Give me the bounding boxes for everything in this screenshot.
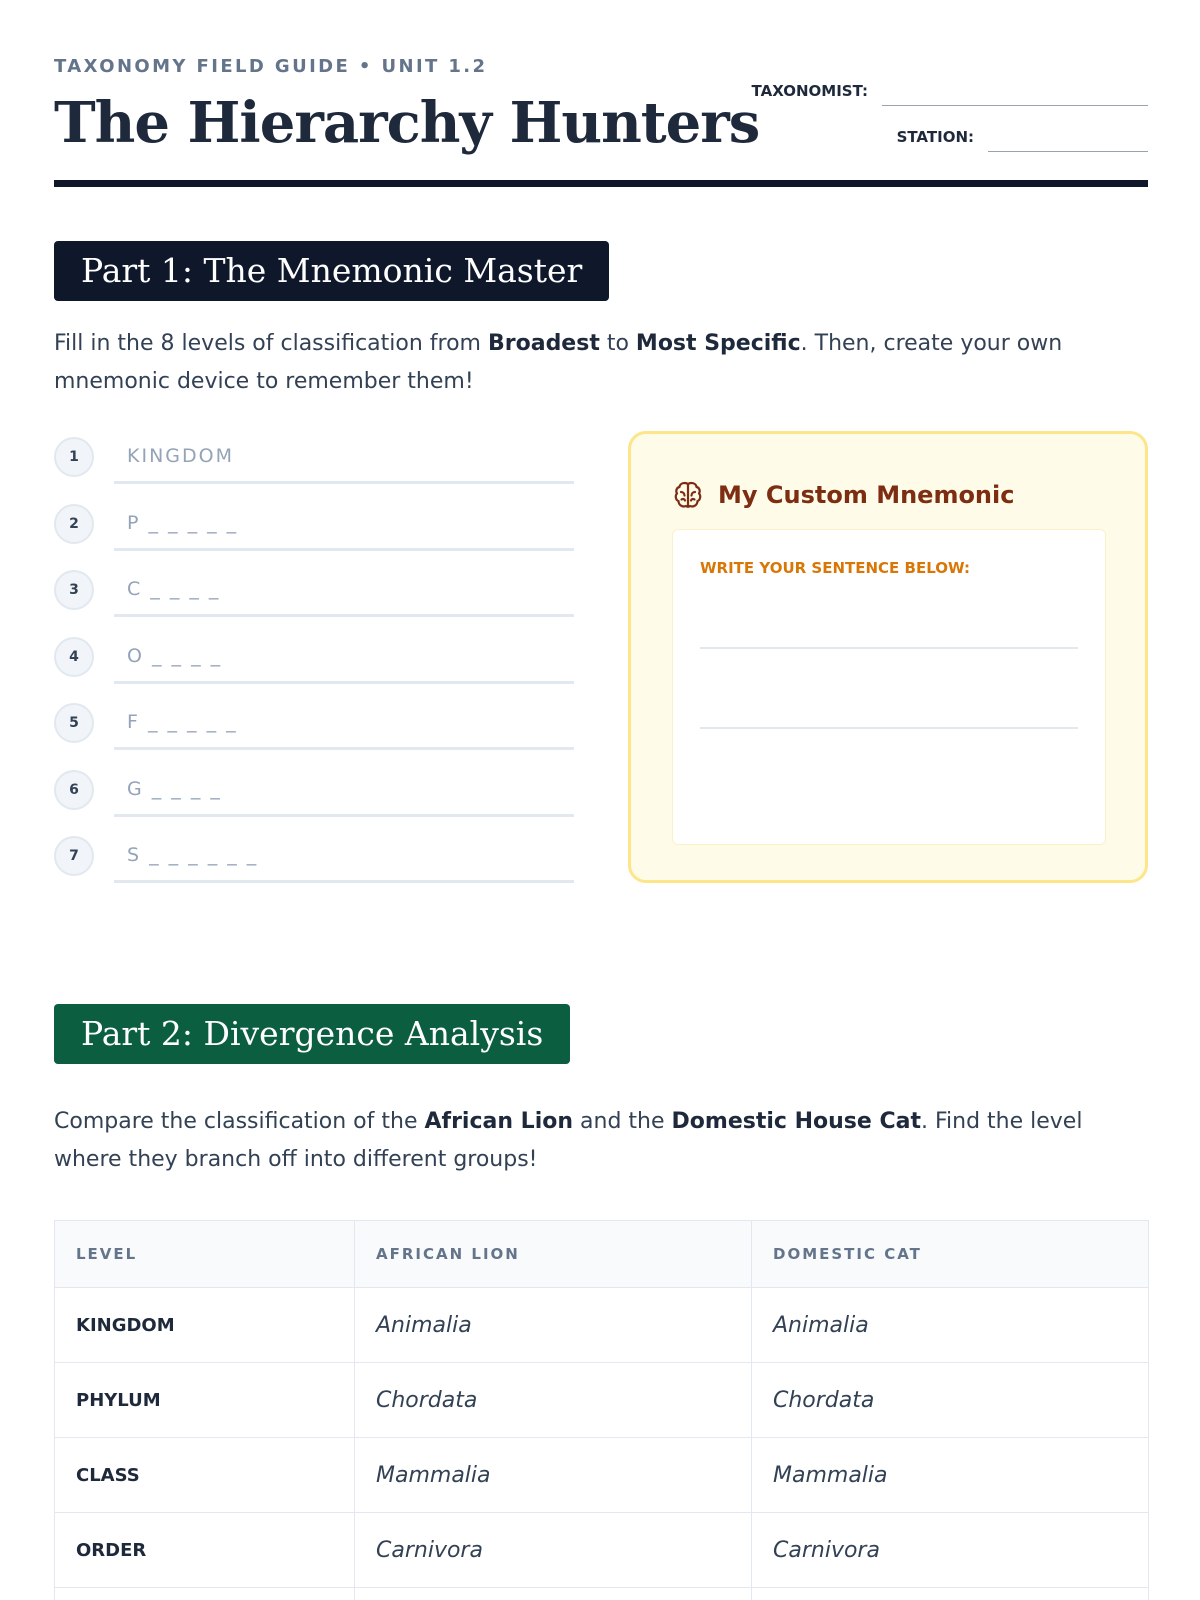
part1-instructions: [54, 325, 1148, 401]
level-item: [54, 637, 574, 704]
taxonomist-label: TAXONOMIST:: [751, 82, 868, 100]
worksheet-header: [54, 54, 1148, 187]
level-number-badge: 5: [54, 703, 94, 743]
level-item: [54, 437, 574, 504]
part2-intro-mid: and the: [573, 1109, 672, 1134]
mnemonic-card-header: [672, 479, 1014, 511]
unit-eyebrow: TAXONOMY FIELD GUIDE • UNIT 1.2: [54, 56, 488, 77]
page-title: The Hierarchy Hunters: [54, 90, 760, 156]
lion-cell: [355, 1588, 752, 1600]
table-row: [55, 1363, 1149, 1438]
level-hint: F _ _ _ _ _: [127, 711, 238, 733]
writing-line[interactable]: [700, 727, 1078, 729]
table-row: [55, 1513, 1149, 1588]
level-hint: G _ _ _ _: [127, 777, 222, 800]
table-row: [55, 1288, 1149, 1363]
level-number-badge: 3: [54, 570, 94, 610]
part2-intro-post: . Find the level where they branch off into different groups!: [54, 1109, 1083, 1172]
column-header-african-lion: AFRICAN LION: [355, 1221, 752, 1288]
level-answer-line[interactable]: [114, 681, 574, 684]
level-cell: ORDER: [55, 1513, 355, 1588]
part1-intro-pre: Fill in the 8 levels of classification from: [54, 331, 488, 356]
part2-intro-lion: African Lion: [424, 1109, 574, 1134]
station-label: STATION:: [896, 128, 974, 146]
level-cell: CLASS: [55, 1438, 355, 1513]
brain-icon: [672, 479, 704, 511]
taxonomist-row: [752, 80, 1148, 106]
column-header-domestic-cat: DOMESTIC CAT: [752, 1221, 1149, 1288]
table-header-row: [55, 1221, 1149, 1288]
part2-intro-cat: Domestic House Cat: [671, 1109, 921, 1134]
level-item: [54, 703, 574, 770]
part2-intro-pre: Compare the classification of the: [54, 1109, 425, 1134]
level-answer-line[interactable]: [114, 548, 574, 551]
level-number-badge: 1: [54, 437, 94, 477]
level-cell: PHYLUM: [55, 1363, 355, 1438]
lion-cell: Carnivora: [355, 1513, 752, 1588]
table-row: [55, 1438, 1149, 1513]
part1-intro-specific: Most Specific: [635, 331, 801, 356]
cat-cell: Mammalia: [752, 1438, 1149, 1513]
level-hint: P _ _ _ _ _: [127, 511, 239, 534]
part1-heading: Part 1: The Mnemonic Master: [54, 241, 609, 301]
level-answer-line[interactable]: [114, 880, 574, 883]
part1-intro-post: . Then, create your own mnemonic device to remember them!: [54, 331, 1063, 394]
level-item: [54, 504, 574, 571]
cat-cell: Chordata: [752, 1363, 1149, 1438]
lion-cell: Animalia: [355, 1288, 752, 1363]
level-number-badge: 7: [54, 836, 94, 876]
writing-line[interactable]: [700, 647, 1078, 649]
level-hint: S _ _ _ _ _ _: [127, 844, 259, 866]
level-item: [54, 836, 574, 903]
level-item: [54, 570, 574, 637]
level-answer-line[interactable]: [114, 614, 574, 617]
level-answer-line[interactable]: [114, 481, 574, 484]
header-divider: [54, 180, 1148, 187]
lion-cell: Mammalia: [355, 1438, 752, 1513]
station-row: [897, 126, 1148, 152]
lion-cell: Chordata: [355, 1363, 752, 1438]
part2-instructions: [54, 1103, 1148, 1179]
column-header-level: LEVEL: [55, 1221, 355, 1288]
cat-cell: Carnivora: [752, 1513, 1149, 1588]
level-hint: O _ _ _ _: [127, 644, 223, 667]
taxonomist-field[interactable]: [882, 80, 1148, 106]
part1-intro-broadest: Broadest: [487, 331, 600, 356]
mnemonic-card-title: My Custom Mnemonic: [718, 481, 1015, 509]
level-number-badge: 6: [54, 770, 94, 810]
part2-heading: Part 2: Divergence Analysis: [54, 1004, 570, 1064]
level-answer-line[interactable]: [114, 814, 574, 817]
level-hint: C _ _ _ _: [127, 578, 221, 600]
level-item: [54, 770, 574, 837]
divergence-table: [54, 1220, 1149, 1600]
station-field[interactable]: [988, 126, 1148, 152]
mnemonic-card: [628, 431, 1148, 883]
mnemonic-writing-area[interactable]: [672, 529, 1106, 845]
part1-intro-mid: to: [599, 331, 636, 356]
cat-cell: [752, 1588, 1149, 1600]
level-cell: [55, 1588, 355, 1600]
level-number-badge: 4: [54, 637, 94, 677]
worksheet-page: [54, 0, 1148, 1600]
level-answer-line[interactable]: [114, 747, 574, 750]
table-row: [55, 1588, 1149, 1600]
level-hint: KINGDOM: [127, 445, 234, 467]
level-number-badge: 2: [54, 504, 94, 544]
classification-levels-list: [54, 437, 574, 903]
cat-cell: Animalia: [752, 1288, 1149, 1363]
mnemonic-prompt: WRITE YOUR SENTENCE BELOW:: [700, 559, 971, 577]
level-cell: KINGDOM: [55, 1288, 355, 1363]
